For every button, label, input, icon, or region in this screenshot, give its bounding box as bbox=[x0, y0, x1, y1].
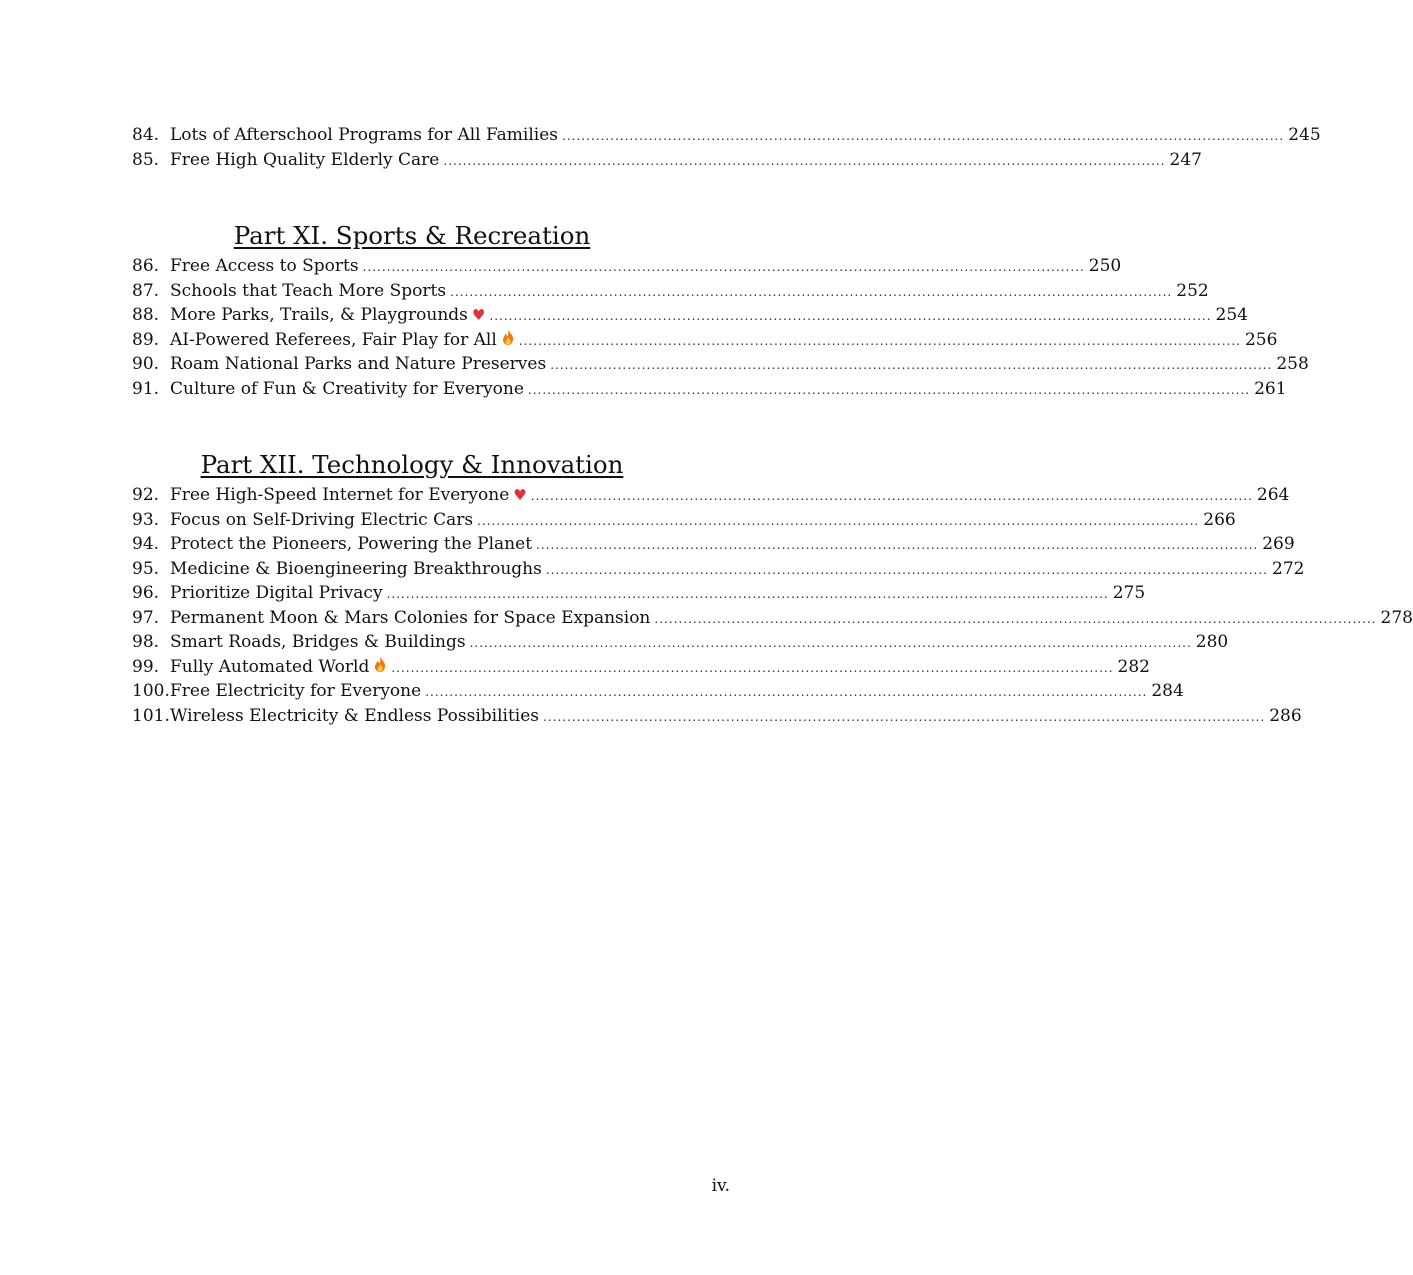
toc-entry bbox=[132, 581, 1146, 606]
entry-title: Prioritize Digital Privacy bbox=[170, 583, 383, 603]
toc-entry bbox=[132, 352, 1309, 377]
entry-number: 97. bbox=[132, 607, 160, 628]
dot-leader: ...................................................................................................................................................... bbox=[489, 309, 1212, 323]
toc-entry bbox=[132, 123, 1321, 148]
dot-leader: ...................................................................................................................................................... bbox=[545, 562, 1268, 577]
entry-title: Focus on Self-Driving Electric Cars bbox=[170, 509, 474, 530]
entry-number: 86. bbox=[132, 256, 160, 276]
entry-title: Fully Automated World bbox=[170, 656, 370, 677]
entry-page: 266 bbox=[1203, 509, 1236, 530]
dot-leader: ...................................................................................................................................................... bbox=[469, 636, 1192, 650]
heart-icon: ♥ bbox=[513, 486, 527, 504]
dot-leader: ...................................................................................................................................................... bbox=[391, 660, 1114, 675]
section-heading-technology: Part XII. Technology & Innovation bbox=[200, 450, 624, 479]
entry-number: 90. bbox=[132, 354, 160, 374]
toc-entry bbox=[132, 279, 1209, 304]
entry-page: 275 bbox=[1112, 583, 1146, 603]
dot-leader: ...................................................................................................................................................... bbox=[550, 358, 1273, 372]
dot-leader: ...................................................................................................................................................... bbox=[443, 153, 1166, 168]
entry-page: 280 bbox=[1195, 632, 1229, 652]
dot-leader: ...................................................................................................................................................... bbox=[450, 284, 1173, 299]
entry-number: 96. bbox=[132, 583, 160, 603]
entry-title: Free Access to Sports bbox=[170, 256, 359, 276]
entry-number: 89. bbox=[132, 329, 160, 350]
entry-number: 95. bbox=[132, 558, 160, 579]
dot-leader: ...................................................................................................................................................... bbox=[536, 538, 1259, 552]
entry-page: 250 bbox=[1088, 256, 1122, 276]
entry-number: 87. bbox=[132, 280, 160, 301]
entry-number: 101. bbox=[132, 705, 170, 726]
entry-title: Free High Quality Elderly Care bbox=[170, 149, 440, 170]
section-heading-sports: Part XI. Sports & Recreation bbox=[233, 221, 591, 250]
entry-page: 269 bbox=[1262, 534, 1295, 554]
entry-page: 261 bbox=[1254, 378, 1287, 399]
dot-leader: ...................................................................................................................................................... bbox=[386, 587, 1109, 601]
entry-page: 264 bbox=[1256, 485, 1290, 505]
entry-title: Permanent Moon & Mars Colonies for Space Expansion bbox=[170, 607, 651, 628]
entry-title: Protect the Pioneers, Powering the Planet bbox=[170, 534, 533, 554]
dot-leader: ...................................................................................................................................................... bbox=[654, 611, 1377, 626]
toc-entry bbox=[132, 328, 1278, 353]
entry-title: Roam National Parks and Nature Preserves bbox=[170, 354, 547, 374]
fire-icon bbox=[373, 656, 387, 675]
entry-number: 94. bbox=[132, 534, 160, 554]
toc-entry bbox=[132, 630, 1229, 655]
dot-leader: ...................................................................................................................................................... bbox=[425, 685, 1148, 699]
toc-entry bbox=[132, 655, 1150, 680]
entry-title: Medicine & Bioengineering Breakthroughs bbox=[170, 558, 542, 579]
entry-title: Free Electricity for Everyone bbox=[170, 681, 422, 701]
entry-page: 256 bbox=[1244, 329, 1278, 350]
toc-entry bbox=[132, 606, 1413, 631]
toc-entry bbox=[132, 483, 1290, 508]
entry-page: 282 bbox=[1117, 656, 1150, 677]
entry-number: 84. bbox=[132, 125, 160, 145]
entry-number: 88. bbox=[132, 305, 160, 325]
entry-page: 284 bbox=[1151, 681, 1184, 701]
entry-title: Lots of Afterschool Programs for All Families bbox=[170, 125, 559, 145]
dot-leader: ...................................................................................................................................................... bbox=[477, 513, 1200, 528]
dot-leader: ...................................................................................................................................................... bbox=[543, 709, 1266, 724]
entry-number: 93. bbox=[132, 509, 160, 530]
entry-page: 272 bbox=[1272, 558, 1305, 579]
toc-list-technology bbox=[132, 483, 1413, 728]
entry-title: Culture of Fun & Creativity for Everyone bbox=[170, 378, 524, 399]
entry-page: 252 bbox=[1176, 280, 1209, 301]
entry-number: 92. bbox=[132, 485, 160, 505]
entry-title: AI-Powered Referees, Fair Play for All bbox=[170, 329, 497, 350]
heart-icon: ♥ bbox=[471, 306, 486, 324]
entry-number: 85. bbox=[132, 149, 160, 170]
fire-icon bbox=[501, 329, 515, 348]
toc-list-continued bbox=[132, 123, 1321, 172]
entry-title: Smart Roads, Bridges & Buildings bbox=[170, 632, 466, 652]
entry-page: 245 bbox=[1288, 125, 1321, 145]
entry-page: 286 bbox=[1269, 705, 1302, 726]
entry-page: 254 bbox=[1215, 305, 1248, 325]
entry-title: Free High-Speed Internet for Everyone bbox=[170, 485, 510, 505]
dot-leader: ...................................................................................................................................................... bbox=[527, 382, 1251, 397]
toc-entry bbox=[132, 557, 1305, 582]
toc-entry bbox=[132, 679, 1184, 704]
page-number-footer: iv. bbox=[711, 1176, 730, 1196]
dot-leader: ...................................................................................................................................................... bbox=[530, 489, 1253, 503]
toc-entry bbox=[132, 508, 1236, 533]
entry-number: 98. bbox=[132, 632, 160, 652]
entry-title: More Parks, Trails, & Playgrounds bbox=[170, 305, 468, 325]
toc-entry bbox=[132, 704, 1302, 729]
dot-leader: ...................................................................................................................................................... bbox=[518, 333, 1241, 348]
entry-number: 99. bbox=[132, 656, 160, 677]
toc-list-sports bbox=[132, 254, 1309, 401]
entry-page: 258 bbox=[1276, 354, 1309, 374]
toc-entry bbox=[132, 303, 1248, 328]
toc-entry bbox=[132, 532, 1295, 557]
toc-entry bbox=[132, 377, 1287, 402]
entry-number: 91. bbox=[132, 378, 160, 399]
entry-title: Schools that Teach More Sports bbox=[170, 280, 447, 301]
dot-leader: ...................................................................................................................................................... bbox=[362, 260, 1085, 274]
entry-title: Wireless Electricity & Endless Possibilities bbox=[170, 705, 540, 726]
toc-entry bbox=[132, 148, 1202, 173]
dot-leader: ...................................................................................................................................................... bbox=[562, 129, 1285, 143]
entry-page: 278 bbox=[1380, 607, 1413, 628]
entry-number: 100. bbox=[132, 681, 170, 701]
toc-entry bbox=[132, 254, 1122, 279]
entry-page: 247 bbox=[1169, 149, 1202, 170]
